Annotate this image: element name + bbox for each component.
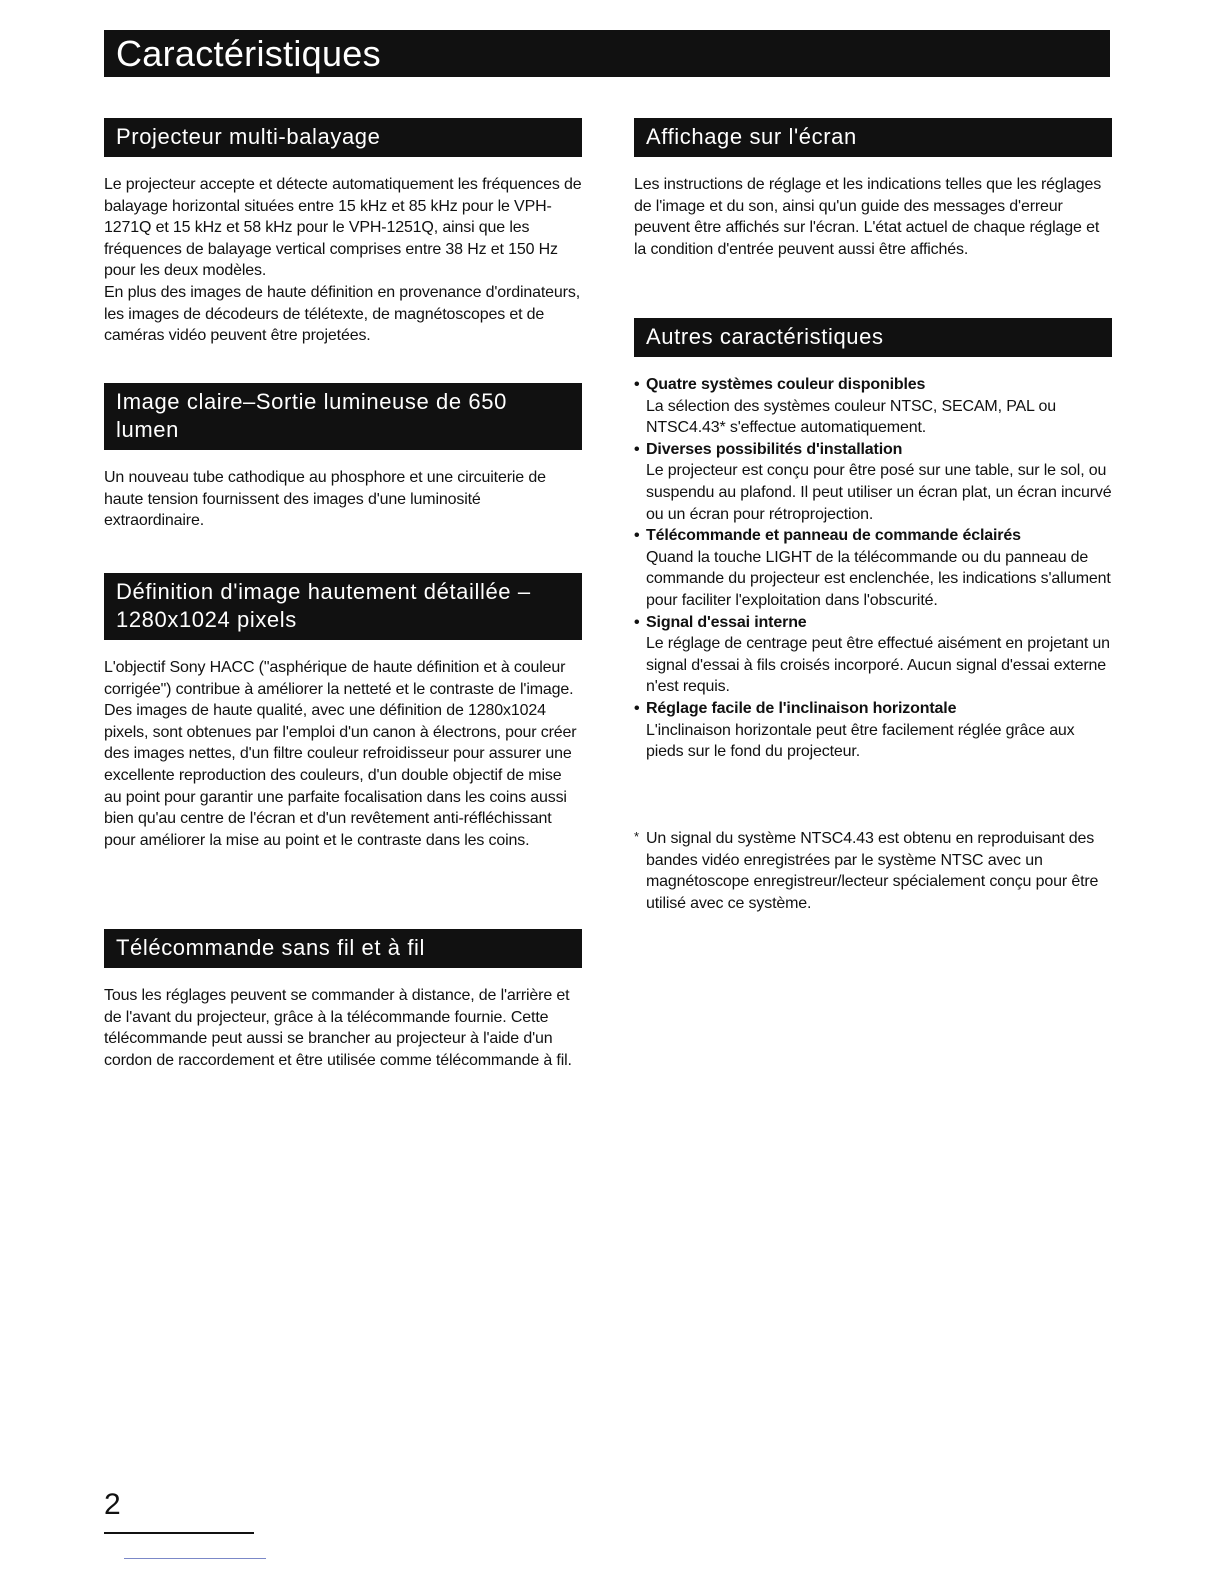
section-remote-control: [104, 929, 582, 1071]
list-item: [634, 612, 1112, 698]
list-item: [634, 439, 1112, 525]
section-heading: Image claire–Sortie lumineuse de 650 lumen: [104, 383, 582, 450]
footnote-text: Un signal du système NTSC4.43 est obtenu en reproduisant des bandes vidéo enregistrées par le système NTSC avec un magnétoscope enregistreur/lecteur spécialement conçu pour être utilisé avec ce système.: [646, 830, 1099, 912]
bullet-icon: •: [634, 376, 640, 393]
section-other-features: [634, 318, 1112, 763]
section-heading: Autres caractéristiques: [634, 318, 1112, 357]
paragraph: Un nouveau tube cathodique au phosphore et une circuiterie de haute tension fournissent des images d'une luminosité extraordinaire.: [104, 469, 546, 530]
footer-rule: [104, 1532, 254, 1534]
bullet-icon: •: [634, 613, 640, 631]
paragraph: En plus des images de haute définition en provenance d'ordinateurs, les images de décodeurs de télétexte, de magnétoscopes et de caméras vidéo peuvent être projetées.: [104, 283, 580, 345]
footer-rule-secondary: [124, 1558, 266, 1559]
paragraph: Le projecteur accepte et détecte automatiquement les fréquences de balayage horizontal situées entre 15 kHz et 85 kHz pour le VPH-1271Q et 15 kHz et 58 kHz pour le VPH-1251Q, ainsi que les fréquences de balayage vertical comprises entre 38 Hz et 150 Hz pour les deux modèles.: [104, 176, 582, 280]
feature-title: Signal d'essai interne: [646, 613, 807, 631]
section-body: [104, 657, 582, 851]
list-item: [634, 698, 1112, 763]
paragraph: Tous les réglages peuvent se commander à distance, de l'arrière et de l'avant du projecteur, grâce à la télécommande fournie. Cette télécommande peut aussi se brancher au projecteur à l'aide d'un cordon de raccordement et être utilisée comme télécommande à fil.: [104, 987, 572, 1069]
section-heading: Affichage sur l'écran: [634, 118, 1112, 157]
section-high-definition: [104, 573, 582, 851]
section-bright-image: [104, 383, 582, 532]
feature-description: L'inclinaison horizontale peut être facilement réglée grâce aux pieds sur le fond du projecteur.: [646, 721, 1075, 761]
feature-description: La sélection des systèmes couleur NTSC, SECAM, PAL ou NTSC4.43* s'effectue automatiquement.: [646, 397, 1057, 437]
feature-title: Télécommande et panneau de commande éclairés: [646, 527, 1021, 545]
section-body: [634, 174, 1112, 260]
bullet-icon: •: [634, 699, 640, 717]
page-number: 2: [104, 1488, 121, 1521]
feature-list: [634, 374, 1112, 763]
list-item: [634, 525, 1112, 611]
section-body: [104, 174, 582, 347]
bullet-icon: •: [634, 527, 640, 545]
page-title: Caractéristiques: [104, 30, 1110, 77]
section-body: [104, 467, 582, 532]
footnote-mark: *: [634, 829, 639, 844]
paragraph: Des images de haute qualité, avec une définition de 1280x1024 pixels, sont obtenues par l'emploi d'un canon à électrons, pour créer des images nettes, d'un filtre couleur refroidisseur pour assurer une excellente reproduction des couleurs, d'un double objectif de mise au point pour garantir une parfaite focalisation dans les coins aussi bien qu'au centre de l'écran et d'un revêtement anti-réfléchissant pour améliorer la mise au point et le contraste dans les coins.: [104, 702, 577, 849]
feature-title: Diverses possibilités d'installation: [646, 440, 903, 458]
list-item: [634, 374, 1112, 439]
feature-title: Quatre systèmes couleur disponibles: [646, 376, 926, 393]
section-heading: Télécommande sans fil et à fil: [104, 929, 582, 968]
section-body: [104, 985, 582, 1071]
feature-description: Le projecteur est conçu pour être posé sur une table, sur le sol, ou suspendu au plafond. Il peut utiliser un écran plat, un écran incurvé ou un écran pour rétroprojection.: [646, 462, 1112, 523]
feature-description: Le réglage de centrage peut être effectué aisément en projetant un signal d'essai à fils croisés incorporé. Aucun signal d'essai externe n'est requis.: [646, 635, 1110, 696]
feature-title: Réglage facile de l'inclinaison horizontale: [646, 699, 957, 717]
footnote: [634, 828, 1112, 914]
bullet-icon: •: [634, 440, 640, 458]
section-on-screen-display: [634, 118, 1112, 260]
section-multi-scan: [104, 118, 582, 347]
section-heading: Projecteur multi-balayage: [104, 118, 582, 157]
paragraph: Les instructions de réglage et les indications telles que les réglages de l'image et du son, ainsi qu'un guide des messages d'erreur peuvent être affichés sur l'écran. L'état actuel de chaque réglage et la condition d'entrée peuvent aussi être affichés.: [634, 176, 1102, 258]
feature-description: Quand la touche LIGHT de la télécommande ou du panneau de commande du projecteur est enclenchée, les indications s'allument pour faciliter l'exploitation dans l'obscurité.: [646, 548, 1111, 609]
section-heading: Définition d'image hautement détaillée – 1280x1024 pixels: [104, 573, 582, 640]
paragraph: L'objectif Sony HACC ("asphérique de haute définition et à couleur corrigée") contribue à améliorer la netteté et le contraste de l'image.: [104, 659, 574, 698]
